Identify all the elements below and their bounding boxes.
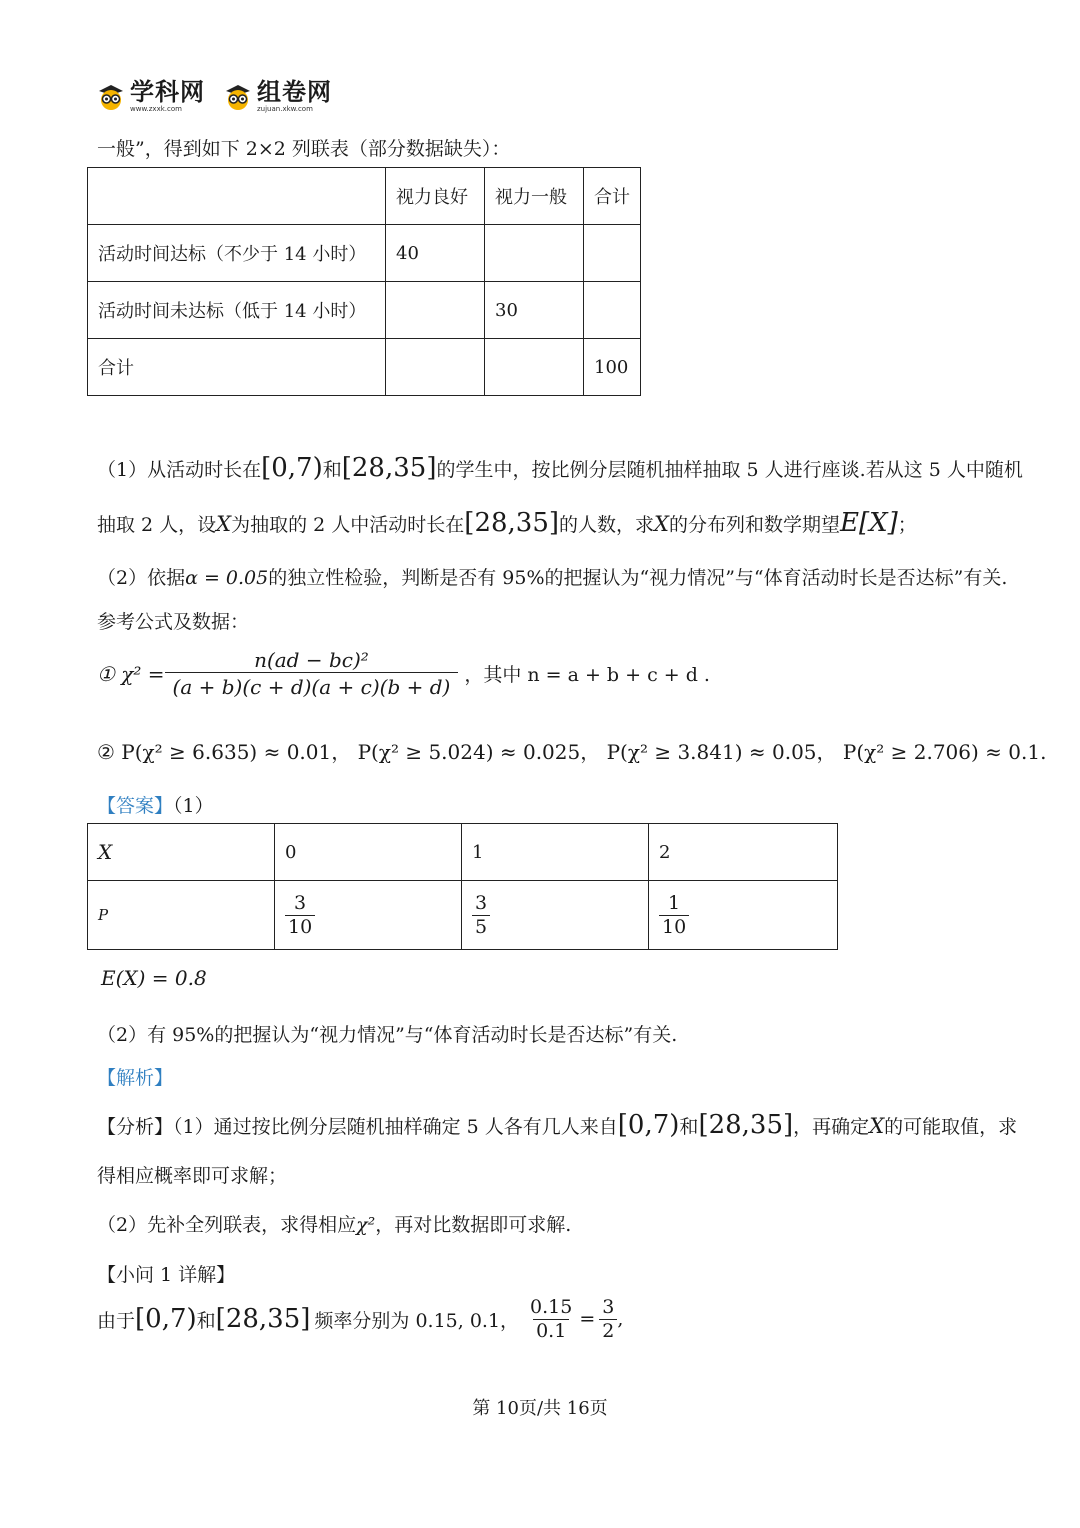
analysis-text: （1）通过按比例分层随机抽样确定 5 人各有几人来自 [173, 1116, 618, 1138]
answer-part-1: （1） [173, 795, 214, 817]
probability-fraction [659, 892, 689, 939]
owl-logo-icon [96, 82, 126, 112]
table-cell: 100 [584, 339, 641, 396]
variable-x: X [654, 512, 669, 536]
table-cell: 2 [649, 824, 838, 881]
table-cell: 40 [386, 225, 485, 282]
table-row [88, 282, 641, 339]
interval: [0,7) [135, 1304, 197, 1335]
q2-text: 的独立性检验，判断是否有 95%的把握认为“视力情况”与“体育活动时长是否达标”有关. [268, 567, 1008, 589]
formula-2: ② P(χ² ≥ 6.635) ≈ 0.01， P(χ² ≥ 5.024) ≈ 0.025， P(χ² ≥ 3.841) ≈ 0.05， P(χ² ≥ 2.706) ≈ 0.1. [97, 740, 1047, 764]
analysis-label: 【解析】 [97, 1067, 174, 1089]
question-1-line-2 [97, 508, 917, 538]
table-cell: P [88, 881, 275, 950]
analysis-line-1 [97, 1110, 1017, 1140]
table-cell [275, 881, 462, 950]
formula-1-suffix: ，其中 n = a + b + c + d . [464, 664, 710, 686]
interval: [28,35] [698, 1110, 794, 1140]
ratio-fraction [527, 1296, 575, 1343]
detail-text: 和 [196, 1309, 216, 1332]
analysis-text: ，再确定 [793, 1116, 870, 1138]
detail-text: 频率分别为 0.15, 0.1， [314, 1309, 520, 1332]
table-cell: 30 [485, 282, 584, 339]
detail-label: 【小问 1 详解】 [97, 1264, 236, 1286]
probability-fraction [472, 892, 490, 939]
header-logos [96, 80, 332, 113]
table-cell [88, 168, 386, 225]
fraction-denominator: 5 [472, 915, 490, 939]
q1-text: 的分布列和数学期望 [669, 514, 841, 536]
variable-x: X [216, 512, 232, 536]
q1-text: 和 [322, 459, 342, 481]
expectation-result: E(X) = 0.8 [101, 966, 207, 990]
fenxi-label: 【分析】 [97, 1116, 174, 1138]
analysis-part-2 [97, 1210, 571, 1237]
table-header-row [88, 168, 641, 225]
detail-line [97, 1296, 623, 1343]
formula-1 [97, 648, 710, 699]
probability-fraction [285, 892, 315, 939]
intro-line: 一般”，得到如下 2×2 列联表（部分数据缺失）： [97, 138, 511, 160]
expectation-symbol: E[X] [840, 508, 898, 538]
interval: [28,35] [341, 453, 437, 483]
page-footer: 第 10页/共 16页 [472, 1398, 608, 1419]
question-1-line-1 [97, 453, 1023, 483]
table-header-cell: 合计 [584, 168, 641, 225]
table-cell [649, 881, 838, 950]
table-cell [584, 225, 641, 282]
formula-denominator: (a + b)(c + d)(a + c)(b + d) [165, 672, 459, 699]
table-cell [386, 282, 485, 339]
contingency-table [87, 167, 641, 396]
table-cell [584, 282, 641, 339]
table-cell: 活动时间达标（不少于 14 小时） [88, 225, 386, 282]
owl-logo-icon [223, 82, 253, 112]
table-cell [462, 881, 649, 950]
fraction-denominator: 10 [285, 915, 315, 939]
q1-text: 抽取 2 人，设 [97, 514, 217, 536]
table-cell: 活动时间未达标（低于 14 小时） [88, 282, 386, 339]
fraction-denominator: 0.1 [533, 1319, 569, 1343]
table-cell [386, 339, 485, 396]
interval: [0,7) [617, 1110, 680, 1140]
analysis-text: （2）先补全列联表，求得相应 [97, 1214, 357, 1236]
analysis-line-2: 得相应概率即可求解； [97, 1165, 288, 1187]
q1-text: ； [897, 514, 917, 536]
formula-1-prefix: ① χ² = [97, 661, 165, 686]
detail-text: 由于 [97, 1309, 136, 1332]
table-row [88, 225, 641, 282]
formula-numerator: n(ad − bc)² [254, 648, 369, 672]
table-header-cell: 视力一般 [485, 168, 584, 225]
interval: [0,7) [261, 453, 323, 483]
q1-text: 为抽取的 2 人中活动时长在 [231, 514, 465, 536]
chi-square-fraction [165, 648, 459, 699]
table-header-cell: 视力良好 [386, 168, 485, 225]
question-2 [97, 563, 1007, 590]
analysis-text: ，再对比数据即可求解. [375, 1214, 572, 1236]
answer-part-2: （2）有 95%的把握认为“视力情况”与“体育活动时长是否达标”有关. [97, 1024, 678, 1046]
table-row [88, 881, 838, 950]
logo-zujuan [223, 80, 332, 113]
result-fraction [599, 1296, 617, 1343]
fraction-numerator: 3 [602, 1296, 615, 1318]
detail-text: , [617, 1308, 624, 1331]
table-row [88, 339, 641, 396]
table-cell: 1 [462, 824, 649, 881]
q2-text: （2）依据 [97, 567, 186, 589]
analysis-text: 的可能取值，求 [884, 1116, 1018, 1138]
logo-name-zujuan: 组卷网 [257, 78, 332, 106]
fraction-denominator: 10 [659, 915, 689, 939]
interval: [28,35] [215, 1304, 311, 1335]
reference-title: 参考公式及数据： [97, 611, 250, 633]
interval: [28,35] [464, 508, 560, 538]
answer-label: 【答案】 [97, 795, 174, 817]
logo-url-zxxk: www.zxxk.com [130, 105, 182, 113]
fraction-denominator: 2 [599, 1319, 617, 1343]
fraction-numerator: 1 [668, 891, 681, 914]
equals-sign: = [579, 1308, 596, 1331]
q1-text: 的人数，求 [559, 514, 655, 536]
variable-x: X [869, 1114, 885, 1138]
fraction-numerator: 0.15 [530, 1296, 573, 1318]
logo-zxxk [96, 80, 205, 113]
table-cell: 0 [275, 824, 462, 881]
fraction-numerator: 3 [475, 891, 488, 914]
table-header-row [88, 824, 838, 881]
fraction-numerator: 3 [294, 891, 307, 914]
logo-url-zujuan: zujuan.xkw.com [257, 105, 313, 113]
chi-square-symbol: χ² [356, 1214, 376, 1236]
table-cell [485, 225, 584, 282]
table-cell [485, 339, 584, 396]
distribution-table [87, 823, 838, 950]
alpha-value: α = 0.05 [185, 567, 269, 589]
table-cell: 合计 [88, 339, 386, 396]
analysis-text: 和 [679, 1116, 699, 1138]
answer-heading [97, 791, 214, 818]
table-cell: X [88, 824, 275, 881]
q1-text: （1）从活动时长在 [97, 459, 262, 481]
logo-name-zxxk: 学科网 [130, 78, 205, 106]
q1-text: 的学生中，按比例分层随机抽样抽取 5 人进行座谈.若从这 5 人中随机 [436, 459, 1023, 481]
